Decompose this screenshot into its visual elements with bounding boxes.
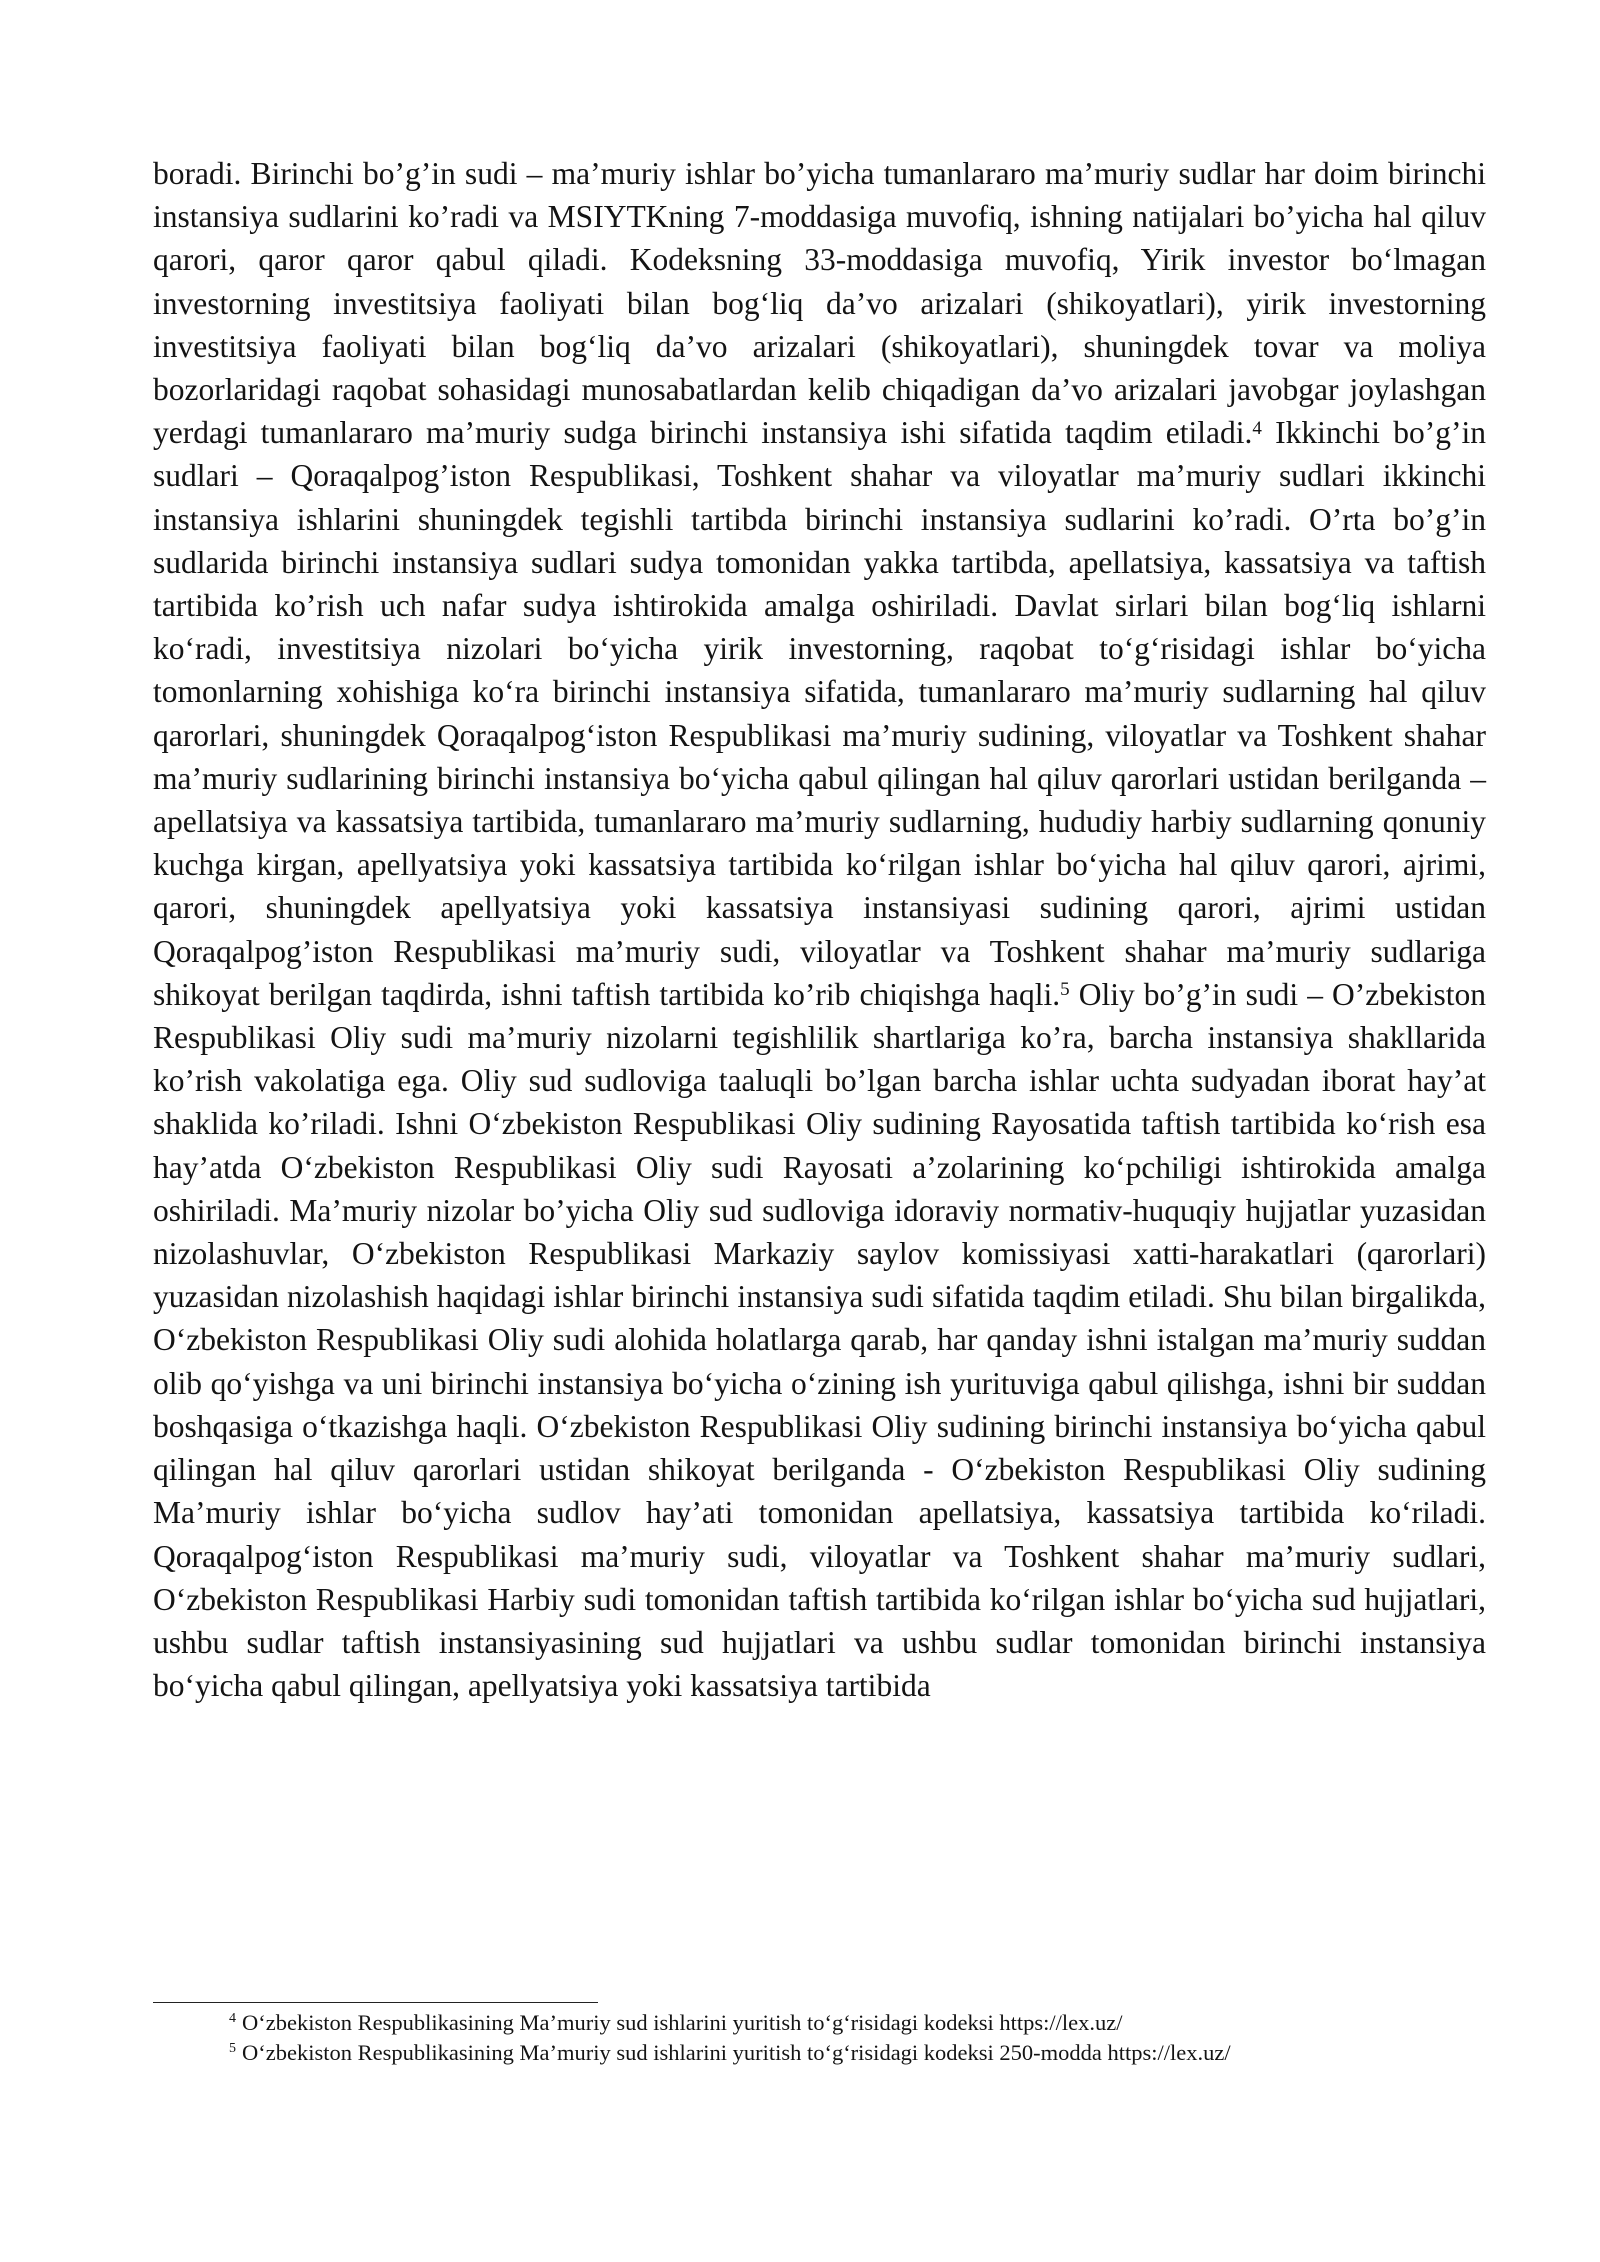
footnote-4 xyxy=(229,2008,1489,2038)
footnote-5 xyxy=(229,2038,1489,2068)
footnote-text: Oʻzbekiston Respublikasining Ma’muriy sud ishlarini yuritish toʻgʻrisidagi kodeksi https://lex.uz/ xyxy=(242,2010,1123,2035)
footnote-number: 5 xyxy=(229,2040,236,2056)
body-text-part-2: Ikkinchi bo’g’in sudlari – Qoraqalpog’iston Respublikasi, Toshkent shahar va viloyatlar ma’muriy sudlari ikkinchi instansiya ishlarini shuningdek tegishli tartibda birinchi instansiya sudlarini ko’radi. O’rta bo’g’in sudlarida birinchi instansiya sudlari sudya tomonidan yakka tartibda, apellatsiya, kassatsiya va taftish tartibida ko’rish uch nafar sudya ishtirokida amalga oshiriladi. Davlat sirlari bilan bogʻliq ishlarni koʻradi, investitsiya nizolari boʻyicha yirik investorning, raqobat toʻgʻrisidagi ishlar boʻyicha tomonlarning xohishiga koʻra birinchi instansiya sifatida, tumanlararo ma’muriy sudlarning hal qiluv qarorlari, shuningdek Qoraqalpogʻiston Respublikasi ma’muriy sudining, viloyatlar va Toshkent shahar ma’muriy sudlarining birinchi instansiya boʻyicha qabul qilingan hal qiluv qarorlari ustidan berilganda – apellatsiya va kassatsiya tartibida, tumanlararo ma’muriy sudlarning, hududiy harbiy sudlarning qonuniy kuchga kirgan, apellyatsiya yoki kassatsiya tartibida koʻrilgan ishlar boʻyicha hal qiluv qarori, ajrimi, qarori, shuningdek apellyatsiya yoki kassatsiya instansiyasi sudining qarori, ajrimi ustidan Qoraqalpog’iston Respublikasi ma’muriy sudi, viloyatlar va Toshkent shahar ma’muriy sudlariga shikoyat berilgan taqdirda, ishni taftish tartibida ko’rib chiqishga haqli. xyxy=(153,415,1486,1012)
body-text-part-1: boradi. Birinchi bo’g’in sudi – ma’muriy ishlar bo’yicha tumanlararo ma’muriy sudlar har doim birinchi instansiya sudlarini ko’radi va MSIYTKning 7-moddasiga muvofiq, ishning natijalari bo’yicha hal qiluv qarori, qaror qaror qabul qiladi. Kodeksning 33-moddasiga muvofiq, Yirik investor boʻlmagan investorning investitsiya faoliyati bilan bogʻliq da’vo arizalari (shikoyatlari), yirik investorning investitsiya faoliyati bilan bogʻliq da’vo arizalari (shikoyatlari), shuningdek tovar va moliya bozorlaridagi raqobat sohasidagi munosabatlardan kelib chiqadigan da’vo arizalari javobgar joylashgan yerdagi tumanlararo ma’muriy sudga birinchi instansiya ishi sifatida taqdim etiladi. xyxy=(153,156,1486,451)
document-page xyxy=(153,152,1486,1707)
body-text-part-3: Oliy bo’g’in sudi – O’zbekiston Respublikasi Oliy sudi ma’muriy nizolarni tegishlilik shartlariga ko’ra, barcha instansiya shakllarida ko’rish vakolatiga ega. Oliy sud sudloviga taaluqli bo’lgan barcha ishlar uchta sudyadan iborat hay’at shaklida ko’riladi. Ishni Oʻzbekiston Respublikasi Oliy sudining Rayosatida taftish tartibida koʻrish esa hay’atda Oʻzbekiston Respublikasi Oliy sudi Rayosati a’zolarining koʻpchiligi ishtirokida amalga oshiriladi. Ma’muriy nizolar bo’yicha Oliy sud sudloviga idoraviy normativ-huquqiy hujjatlar yuzasidan nizolashuvlar, Oʻzbekiston Respublikasi Markaziy saylov komissiyasi xatti-harakatlari (qarorlari) yuzasidan nizolashish haqidagi ishlar birinchi instansiya sudi sifatida taqdim etiladi. Shu bilan birgalikda, Oʻzbekiston Respublikasi Oliy sudi alohida holatlarga qarab, har qanday ishni istalgan ma’muriy suddan olib qoʻyishga va uni birinchi instansiya boʻyicha oʻzining ish yurituviga qabul qilishga, ishni bir suddan boshqasiga oʻtkazishga haqli. Oʻzbekiston Respublikasi Oliy sudining birinchi instansiya boʻyicha qabul qilingan hal qiluv qarorlari ustidan shikoyat berilganda - Oʻzbekiston Respublikasi Oliy sudining Ma’muriy ishlar boʻyicha sudlov hay’ati tomonidan apellatsiya, kassatsiya tartibida koʻriladi. Qoraqalpogʻiston Respublikasi ma’muriy sudi, viloyatlar va Toshkent shahar ma’muriy sudlari, Oʻzbekiston Respublikasi Harbiy sudi tomonidan taftish tartibida koʻrilgan ishlar boʻyicha sud hujjatlari, ushbu sudlar taftish instansiyasining sud hujjatlari va ushbu sudlar tomonidan birinchi instansiya boʻyicha qabul qilingan, apellyatsiya yoki kassatsiya tartibida xyxy=(153,976,1486,1704)
footnote-text: Oʻzbekiston Respublikasining Ma’muriy sud ishlarini yuritish toʻgʻrisidagi kodeksi 250-modda https://lex.uz/ xyxy=(242,2040,1231,2065)
body-paragraph xyxy=(153,152,1486,1707)
footnote-reference-4[interactable]: 4 xyxy=(1252,417,1262,439)
footnote-reference-5[interactable]: 5 xyxy=(1060,979,1070,1001)
footnote-number: 4 xyxy=(229,2010,236,2026)
footnote-separator xyxy=(153,2002,598,2003)
footnotes xyxy=(229,2008,1489,2068)
